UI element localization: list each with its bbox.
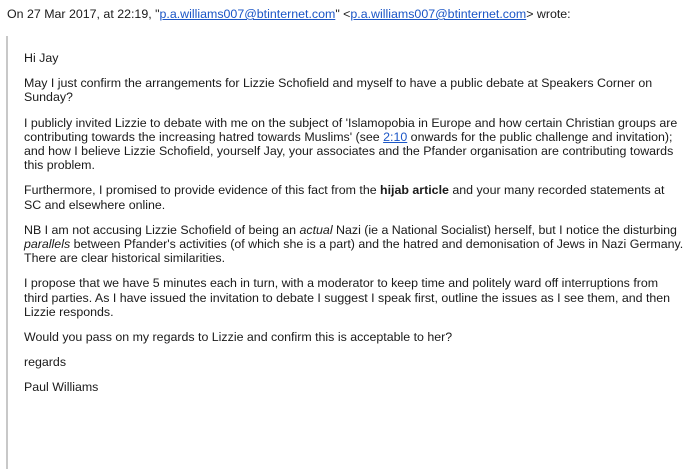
paragraph-text: Nazi (ie a National Socialist) herself, but I notice the disturbing — [332, 222, 677, 237]
paragraph-proposal: I propose that we have 5 minutes each in turn, with a moderator to keep time and politely ward off interruptions from third parties. As I have issued the invitation to debate I suggest I speak first, outline the issues as I see them, and then Lizzie responds. — [24, 276, 671, 319]
italic-text: actual — [299, 222, 333, 237]
timestamp-link[interactable]: 2:10 — [383, 129, 408, 144]
sender-email-address-link[interactable]: p.a.williams007@btinternet.com — [350, 7, 527, 21]
quoted-message-bar — [6, 36, 8, 469]
paragraph-text: and your many recorded statements at SC and elsewhere online. — [24, 183, 665, 212]
attribution-prefix: On 27 Mar 2017, at 22:19, " — [7, 7, 160, 21]
quote-attribution-line — [7, 7, 571, 21]
paragraph-text: NB I am not accusing Lizzie Schofield of being an — [24, 222, 300, 237]
attribution-suffix: > wrote: — [526, 7, 571, 21]
signoff: regards — [24, 355, 67, 370]
paragraph-nb — [24, 223, 684, 266]
paragraph-evidence — [24, 183, 684, 211]
signature: Paul Williams — [24, 380, 99, 395]
paragraph-text: Furthermore, I promised to provide evidence of this fact from the — [24, 183, 381, 198]
italic-text: parallels — [24, 237, 71, 252]
paragraph-text: between Pfander's activities (of which she is a part) and the hatred and demonisation of Jews in Nazi Germany. There are clear historical similarities. — [24, 237, 684, 266]
greeting: Hi Jay — [24, 51, 59, 65]
paragraph-debate-invitation — [24, 116, 684, 173]
quoted-message-body — [24, 51, 684, 406]
bold-text: hijab article — [380, 183, 449, 198]
paragraph-text: I publicly invited Lizzie to debate with me on the subject of 'Islamopobia in Europe and how certain Christian groups are contributing towards the increasing hatred towards Muslims' (see — [24, 115, 678, 144]
paragraph-regards-request: Would you pass on my regards to Lizzie and confirm this is acceptable to her? — [24, 330, 453, 345]
paragraph-text: onwards for the public challenge and invitation); and how I believe Lizzie Schofield, yourself Jay, your associates and the Pfander organisation are contributing towards this problem. — [24, 129, 674, 173]
paragraph-confirm-arrangements: May I just confirm the arrangements for Lizzie Schofield and myself to have a public debate at Speakers Corner on Sunday? — [24, 76, 653, 105]
attribution-middle: " < — [335, 7, 351, 21]
sender-email-link[interactable]: p.a.williams007@btinternet.com — [159, 7, 336, 21]
